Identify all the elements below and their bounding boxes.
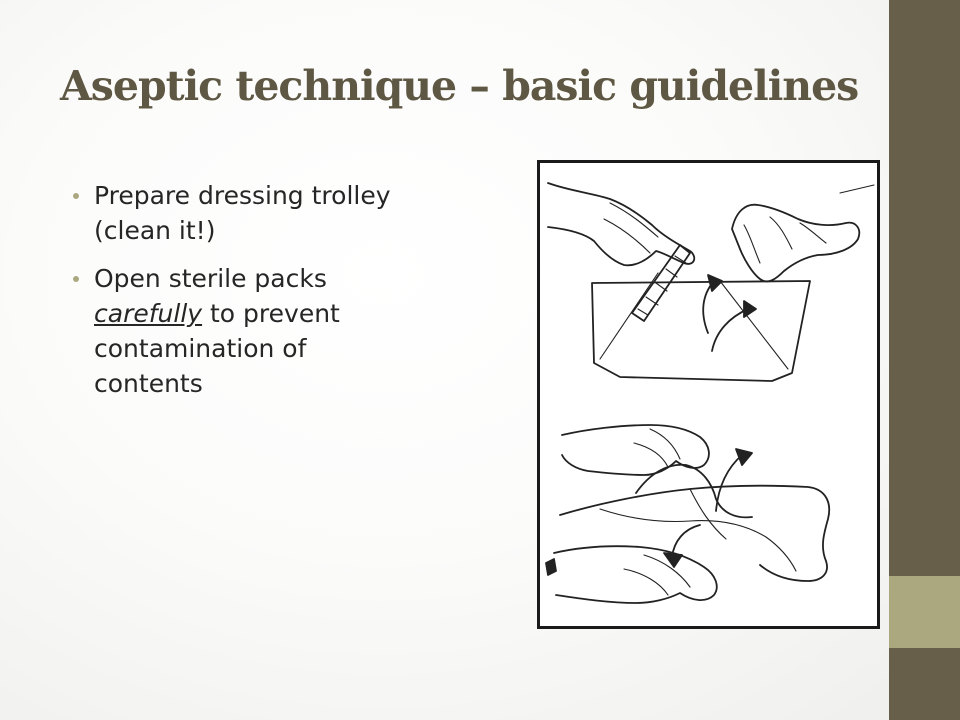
slide-title: Aseptic technique – basic guidelines [60,62,859,110]
pack-fold-line [720,281,788,369]
stripe [656,283,667,291]
paper-flap [636,465,752,518]
lower-hand-finger [624,555,690,595]
curved-arrow-icon [716,455,742,511]
side-decoration-bar [889,0,960,720]
arrowhead [744,301,756,317]
right-hand-icon [732,205,859,282]
curved-arrow-icon [712,309,748,351]
sterile-pack-illustration [537,160,880,629]
top-edge [840,185,874,193]
arrowhead [736,449,752,465]
upper-hand-icon [562,425,709,475]
bullet-line: Open sterile packs [94,264,327,293]
left-hand-icon [548,183,694,265]
paper-fold-line [600,509,796,571]
paper-fold-line [690,489,726,539]
stripe [646,297,658,305]
paper-wrap-outline [560,486,829,581]
bullet-dot [73,193,79,199]
instrument-tip-icon [546,559,556,575]
bullet-list [70,178,470,414]
pack-fold-line [600,273,658,359]
side-accent-block [889,576,960,648]
bullet-line: (clean it!) [94,216,216,245]
upper-hand-finger [634,429,680,467]
bullet-line: Prepare dressing trolley [94,181,391,210]
pack-outline [592,281,810,381]
bullet-line: to prevent [202,299,340,328]
bullet-emphasis: carefully [94,299,203,328]
stripe [666,269,677,277]
curved-arrow-icon [672,525,700,557]
bullet-line: contamination of [94,334,307,363]
stripe [638,309,648,315]
bullet-item [70,261,470,401]
arrowhead [708,275,722,291]
bullet-item [70,178,470,248]
bullet-line: contents [94,369,203,398]
bullet-dot [73,276,79,282]
illustration-drawing [540,163,877,626]
lower-hand-icon [554,546,717,603]
